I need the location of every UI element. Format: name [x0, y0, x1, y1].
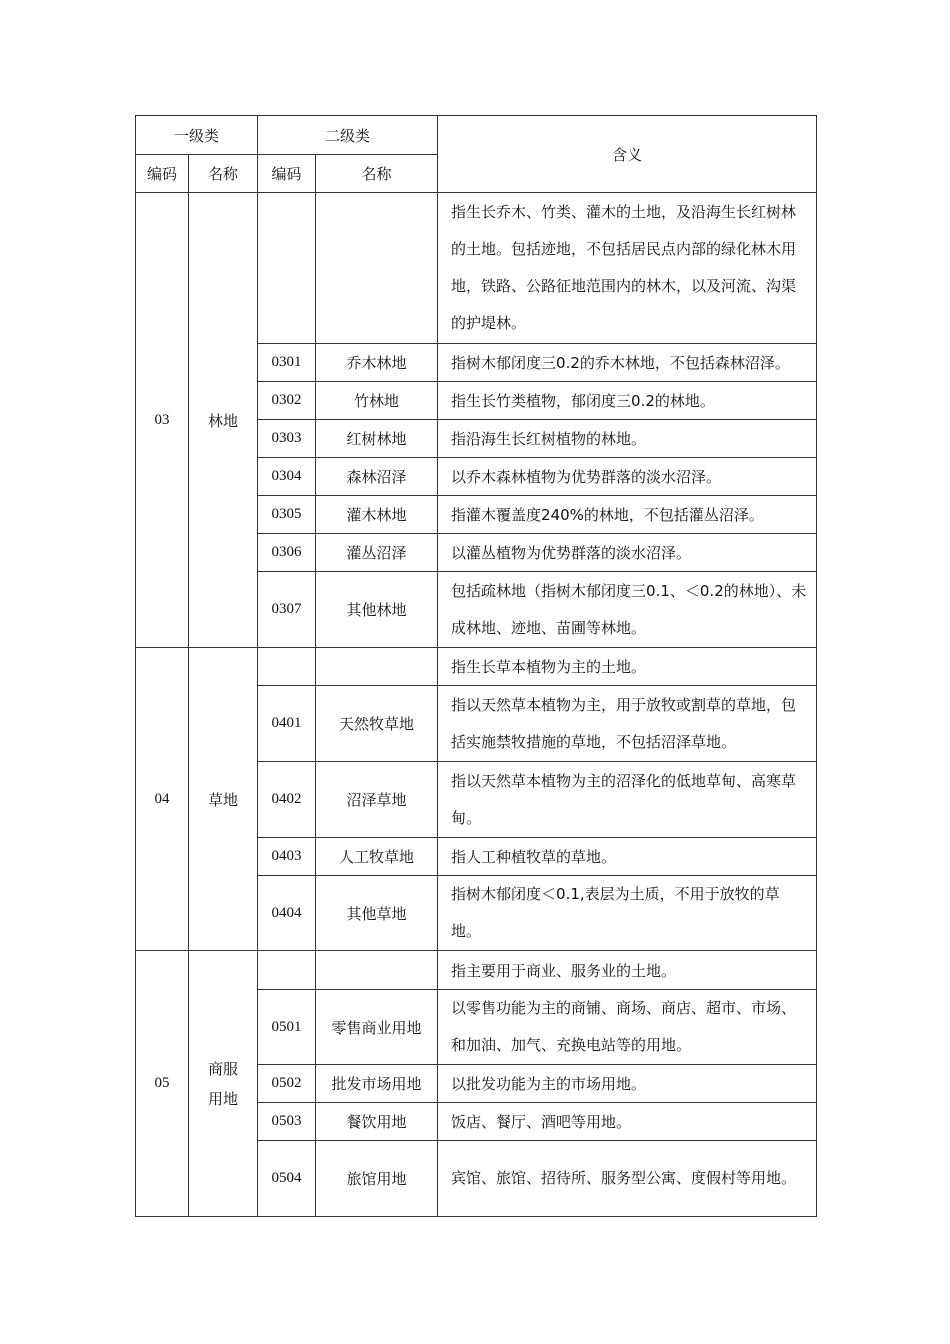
header-meaning: 含义 [438, 116, 817, 193]
empty-cell [316, 648, 438, 686]
item-code: 0307 [258, 572, 316, 648]
item-name: 森林沼泽 [316, 458, 438, 496]
item-name: 零售商业用地 [316, 990, 438, 1065]
group-code: 04 [136, 648, 189, 951]
item-description: 指沿海生长红树植物的林地。 [438, 420, 817, 458]
item-name: 其他林地 [316, 572, 438, 648]
group-name: 商服用地 [189, 951, 258, 1217]
item-code: 0402 [258, 762, 316, 838]
group-name: 草地 [189, 648, 258, 951]
item-code: 0305 [258, 496, 316, 534]
item-description: 包括疏林地（指树木郁闭度三0.1、＜0.2的林地）、未成林地、迹地、苗圃等林地。 [438, 572, 817, 648]
empty-cell [316, 951, 438, 990]
item-code: 0304 [258, 458, 316, 496]
item-description: 指生长竹类植物，郁闭度三0.2的林地。 [438, 382, 817, 420]
item-name: 沼泽草地 [316, 762, 438, 838]
item-description: 以乔木森林植物为优势群落的淡水沼泽。 [438, 458, 817, 496]
item-code: 0501 [258, 990, 316, 1065]
group-code: 03 [136, 193, 189, 648]
table-row [136, 193, 817, 344]
group-description: 指生长草本植物为主的土地。 [438, 648, 817, 686]
item-name: 批发市场用地 [316, 1065, 438, 1103]
item-name: 餐饮用地 [316, 1103, 438, 1141]
header-code1: 编码 [136, 155, 189, 193]
item-description: 指树木郁闭度三0.2的乔木林地，不包括森林沼泽。 [438, 344, 817, 382]
item-code: 0502 [258, 1065, 316, 1103]
item-code: 0504 [258, 1141, 316, 1217]
item-name: 灌丛沼泽 [316, 534, 438, 572]
header-row-top [136, 116, 817, 155]
item-name: 人工牧草地 [316, 838, 438, 876]
empty-cell [258, 648, 316, 686]
header-code2: 编码 [258, 155, 316, 193]
land-classification-table [135, 115, 817, 1217]
item-code: 0503 [258, 1103, 316, 1141]
item-name: 天然牧草地 [316, 686, 438, 762]
item-description: 指以天然草本植物为主的沼泽化的低地草甸、高寒草甸。 [438, 762, 817, 838]
table-row [136, 951, 817, 990]
empty-cell [258, 951, 316, 990]
item-name: 红树林地 [316, 420, 438, 458]
group-description: 指生长乔木、竹类、灌木的土地，及沿海生长红树林的土地。包括迹地，不包括居民点内部的绿化林木用地，铁路、公路征地范围内的林木，以及河流、沟渠的护堤林。 [438, 193, 817, 344]
item-description: 以灌丛植物为优势群落的淡水沼泽。 [438, 534, 817, 572]
item-code: 0303 [258, 420, 316, 458]
group-name: 林地 [189, 193, 258, 648]
item-description: 以批发功能为主的市场用地。 [438, 1065, 817, 1103]
item-code: 0401 [258, 686, 316, 762]
item-description: 指树木郁闭度＜0.1,表层为土质，不用于放牧的草地。 [438, 876, 817, 951]
header-level1: 一级类 [136, 116, 258, 155]
group-description: 指主要用于商业、服务业的土地。 [438, 951, 817, 990]
item-code: 0403 [258, 838, 316, 876]
item-code: 0306 [258, 534, 316, 572]
header-level2: 二级类 [258, 116, 438, 155]
item-name: 乔木林地 [316, 344, 438, 382]
item-code: 0302 [258, 382, 316, 420]
item-description: 指以天然草本植物为主，用于放牧或割草的草地，包括实施禁牧措施的草地，不包括沼泽草地。 [438, 686, 817, 762]
group-code: 05 [136, 951, 189, 1217]
item-name: 旅馆用地 [316, 1141, 438, 1217]
item-description: 指人工种植牧草的草地。 [438, 838, 817, 876]
header-name1: 名称 [189, 155, 258, 193]
item-name: 竹林地 [316, 382, 438, 420]
item-code: 0404 [258, 876, 316, 951]
empty-cell [258, 193, 316, 344]
empty-cell [316, 193, 438, 344]
item-name: 其他草地 [316, 876, 438, 951]
table-row [136, 648, 817, 686]
item-description: 指灌木覆盖度240%的林地，不包括灌丛沼泽。 [438, 496, 817, 534]
item-code: 0301 [258, 344, 316, 382]
item-description: 宾馆、旅馆、招待所、服务型公寓、度假村等用地。 [438, 1141, 817, 1217]
item-description: 以零售功能为主的商铺、商场、商店、超市、市场、和加油、加气、充换电站等的用地。 [438, 990, 817, 1065]
header-name2: 名称 [316, 155, 438, 193]
item-name: 灌木林地 [316, 496, 438, 534]
item-description: 饭店、餐厅、酒吧等用地。 [438, 1103, 817, 1141]
